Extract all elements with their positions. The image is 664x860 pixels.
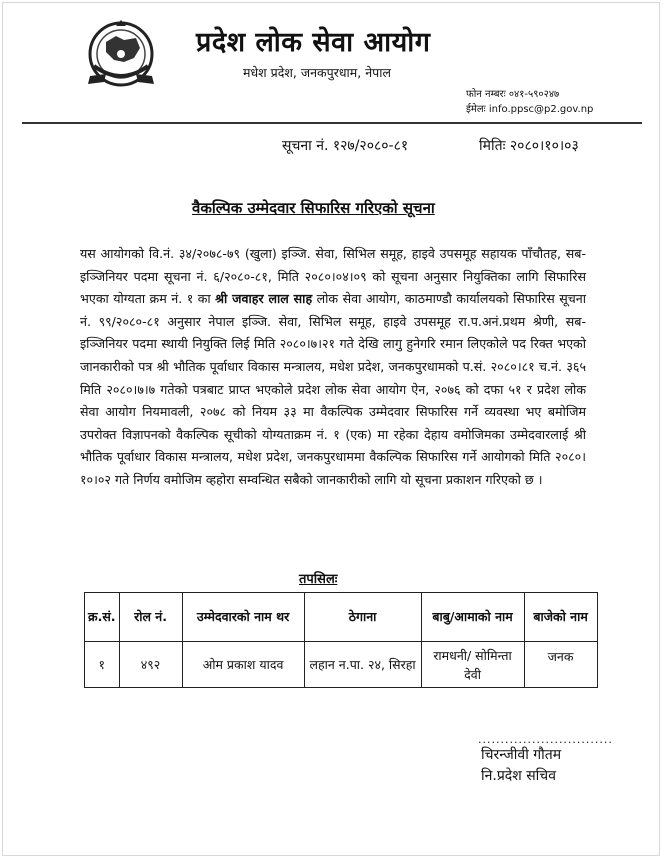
cell-address: लहान न.पा. २४, सिरहा <box>304 642 421 688</box>
cell-name: ओम प्रकाश यादव <box>182 642 304 688</box>
column-header-serial: क्र.सं. <box>85 593 120 642</box>
notice-date: मितिः २०८०।१०।०३ <box>479 138 579 154</box>
column-header-grandfather: बाजेको नाम <box>524 593 597 642</box>
notice-body-bold-name: श्री जवाहर लाल साह <box>215 291 313 307</box>
header-divider <box>22 122 642 124</box>
phone-number: फोन नम्बरः ०४१-५९०२४७ <box>466 89 560 100</box>
notice-body-part1: यस आयोगको वि.नं. ३४/२०७८-७९ (खुला) इञ्जि. सेवा, सिभिल समूह, हाइवे उपसमूह सहायक पाँचौतह, सब-इञ्जिनियर पदमा सूचना नं. ६/२०८०-८१, मिति २०८०।०४।०९ को सूचना अनुसार नियुक्तिका लागि सिफारिस भएका योग्यता क्रम नं. १ का <box>80 246 586 307</box>
org-name: प्रदेश लोक सेवा आयोग <box>196 27 431 58</box>
contact-info <box>466 87 593 117</box>
notice-body <box>80 243 586 492</box>
signatory-name: चिरन्जीवी गौतम <box>481 747 562 763</box>
signature-line: .............................. <box>478 733 613 746</box>
notice-body-part2: लोक सेवा आयोग, काठमाण्डौ कार्यालयको सिफारिस सूचना नं. ९९/२०८०-८१ अनुसार नेपाल इञ्जि. सेवा, सिभिल समूह, हाइवे उपसमूह रा.प.अनं.प्रथम श्रेणी, सब-इञ्जिनियर पदमा स्थायी नियुक्ति लिई मिति २०८०।७।२१ गते देखि लागु हुनेगरि रमान लिएकोले पद रिक्त भएको जानकारीको पत्र श्री भौतिक पूर्वाधार विकास मन्त्रालय, मधेश प्रदेश, जनकपुरधामको प.सं. २०८०।८१ च.नं. ३६५ मिति २०८०।७।७ गतेको पत्रबाट प्राप्त भएकोले प्रदेश लोक सेवा आयोग ऐन, २०७६ को दफा ५१ र प्रदेश लोक सेवा आयोग नियमावली, २०७८ को नियम ३३ मा वैकल्पिक उम्मेदवार सिफारिस गर्ने व्यवस्था भए बमोजिम उपरोक्त विज्ञापनको वैकल्पिक सूचीको योग्यताक्रम नं. १ (एक) मा रहेका देहाय वमोजिमका उम्मेदवारलाई श्री भौतिक पूर्वाधार विकास मन्त्रालय, मधेश प्रदेश, जनकपुरधाममा वैकल्पिक सिफारिस गर्ने आयोगको मिति २०८०।१०।०२ गते निर्णय वमोजिम व्हहोरा सम्वन्धित सबैको जानकारीको लागि यो सूचना प्रकाशन गरिएको छ । <box>80 291 586 487</box>
email-address: ईमेलः info.ppsc@p2.gov.np <box>466 104 594 115</box>
cell-grandfather: जनक <box>524 642 597 688</box>
org-address: मधेश प्रदेश, जनकपुरधाम, नेपाल <box>243 65 391 80</box>
table-row <box>85 642 598 688</box>
notice-title: वैकल्पिक उम्मेदवार सिफारिस गरिएको सूचना <box>192 199 435 217</box>
column-header-parents: बाबु/आमाको नाम <box>421 593 524 642</box>
cell-serial: १ <box>85 642 120 688</box>
column-header-address: ठेगाना <box>304 593 421 642</box>
nepal-emblem-icon <box>80 18 162 90</box>
details-heading: तपसिलः <box>299 572 338 587</box>
signatory-title: नि.प्रदेश सचिव <box>481 768 556 784</box>
cell-roll: ४९२ <box>119 642 182 688</box>
notice-number: सूचना नं. १२७/२०८०-८१ <box>282 138 409 154</box>
details-table <box>84 592 598 688</box>
column-header-roll: रोल नं. <box>119 593 182 642</box>
cell-parents: रामधनी/ सोमिन्ता देवी <box>421 642 524 688</box>
column-header-name: उम्मेदवारको नाम थर <box>182 593 304 642</box>
table-header-row <box>85 593 598 642</box>
